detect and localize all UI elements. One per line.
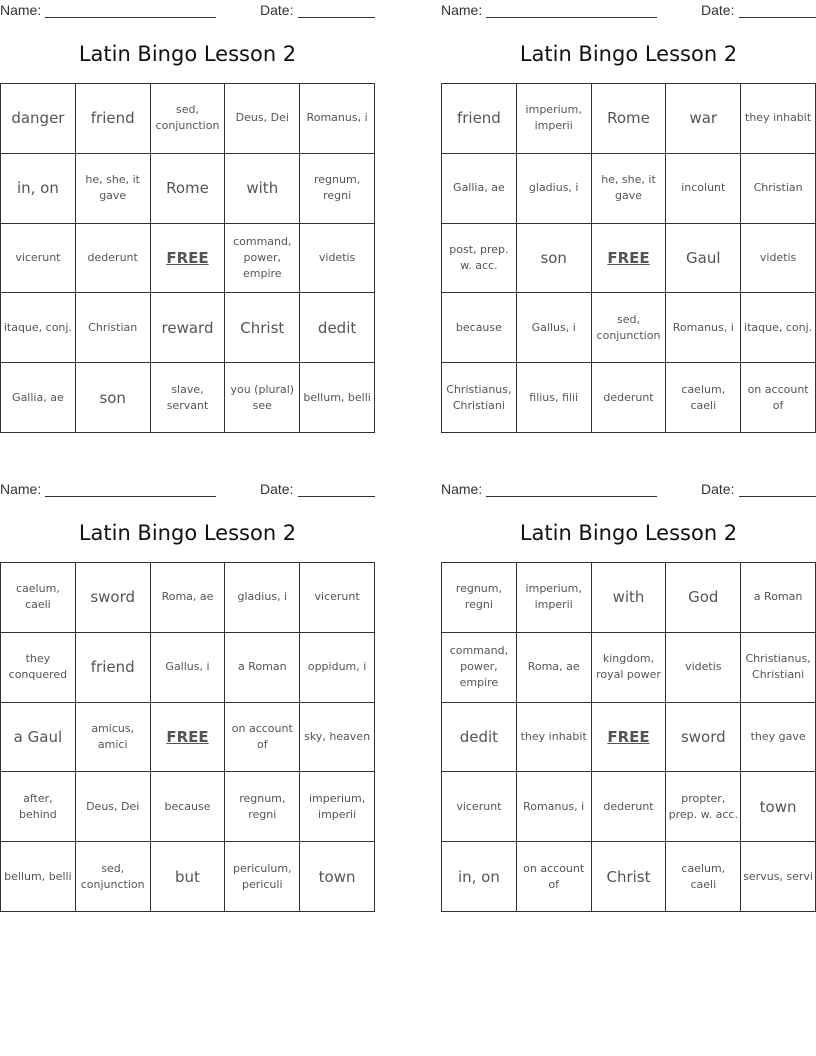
bingo-cell[interactable]: a Roman <box>741 563 816 633</box>
bingo-cell[interactable]: filius, filii <box>517 363 592 433</box>
bingo-cell[interactable]: but <box>151 842 226 912</box>
date-field-line[interactable] <box>739 496 816 497</box>
name-date-header <box>0 481 375 499</box>
bingo-cell[interactable]: they inhabit <box>741 84 816 154</box>
bingo-cell[interactable]: dedit <box>300 293 375 363</box>
bingo-cell[interactable]: in, on <box>442 842 517 912</box>
bingo-card <box>0 0 375 430</box>
bingo-cell[interactable]: propter, prep. w. acc. <box>666 772 741 842</box>
bingo-cell[interactable]: Romanus, i <box>666 293 741 363</box>
bingo-cell[interactable]: Deus, Dei <box>225 84 300 154</box>
bingo-cell[interactable]: regnum, regni <box>225 772 300 842</box>
bingo-cell[interactable]: Christianus, Christiani <box>741 633 816 703</box>
bingo-cell[interactable]: videtis <box>741 224 816 294</box>
card-title: Latin Bingo Lesson 2 <box>519 42 738 66</box>
bingo-cell[interactable]: after, behind <box>1 772 76 842</box>
bingo-cell[interactable]: dederunt <box>592 363 667 433</box>
bingo-cell[interactable]: Romanus, i <box>517 772 592 842</box>
bingo-cell[interactable]: kingdom, royal power <box>592 633 667 703</box>
bingo-cell[interactable]: itaque, conj. <box>741 293 816 363</box>
bingo-cell[interactable]: son <box>517 224 592 294</box>
name-label: Name: <box>0 2 42 18</box>
date-field-line[interactable] <box>739 17 816 18</box>
bingo-cell[interactable]: town <box>741 772 816 842</box>
bingo-cell[interactable]: videtis <box>300 224 375 294</box>
bingo-cell[interactable]: Deus, Dei <box>76 772 151 842</box>
bingo-cell[interactable]: they inhabit <box>517 703 592 773</box>
bingo-cell[interactable]: friend <box>76 633 151 703</box>
name-label: Name: <box>441 481 483 497</box>
bingo-cell[interactable]: gladius, i <box>517 154 592 224</box>
bingo-cell[interactable]: war <box>666 84 741 154</box>
bingo-cell[interactable]: a Gaul <box>1 703 76 773</box>
date-label: Date: <box>701 481 735 497</box>
bingo-cell[interactable]: amicus, amici <box>76 703 151 773</box>
bingo-card <box>441 0 816 430</box>
bingo-cell[interactable]: imperium, imperii <box>517 84 592 154</box>
name-label: Name: <box>0 481 42 497</box>
bingo-cell[interactable]: vicerunt <box>300 563 375 633</box>
bingo-cell[interactable]: Christ <box>225 293 300 363</box>
bingo-cell[interactable]: Romanus, i <box>300 84 375 154</box>
date-label: Date: <box>260 481 294 497</box>
bingo-cell[interactable]: on account of <box>225 703 300 773</box>
bingo-cell[interactable]: slave, servant <box>151 363 226 433</box>
name-label: Name: <box>441 2 483 18</box>
bingo-cell[interactable]: they conquered <box>1 633 76 703</box>
bingo-cell[interactable]: dederunt <box>592 772 667 842</box>
bingo-cell[interactable]: son <box>76 363 151 433</box>
bingo-cell[interactable]: itaque, conj. <box>1 293 76 363</box>
name-date-header <box>441 481 816 499</box>
bingo-cell[interactable]: Gallus, i <box>517 293 592 363</box>
bingo-cell[interactable]: on account of <box>517 842 592 912</box>
date-field-line[interactable] <box>298 17 375 18</box>
bingo-cell[interactable]: sed, conjunction <box>592 293 667 363</box>
bingo-cell[interactable]: God <box>666 563 741 633</box>
bingo-cell[interactable]: in, on <box>1 154 76 224</box>
bingo-cell[interactable]: oppidum, i <box>300 633 375 703</box>
bingo-grid <box>441 562 816 912</box>
bingo-cell[interactable]: caelum, caeli <box>666 363 741 433</box>
bingo-cell[interactable]: sed, conjunction <box>76 842 151 912</box>
bingo-cell[interactable]: a Roman <box>225 633 300 703</box>
free-space[interactable]: FREE <box>151 703 226 773</box>
bingo-cell[interactable]: he, she, it gave <box>592 154 667 224</box>
bingo-cell[interactable]: caelum, caeli <box>1 563 76 633</box>
name-field-line[interactable] <box>486 496 657 497</box>
bingo-cell[interactable]: sed, conjunction <box>151 84 226 154</box>
bingo-cell[interactable]: dederunt <box>76 224 151 294</box>
name-date-header <box>441 2 816 20</box>
bingo-cell[interactable]: vicerunt <box>1 224 76 294</box>
bingo-cell[interactable]: friend <box>442 84 517 154</box>
bingo-cell[interactable]: dedit <box>442 703 517 773</box>
free-space[interactable]: FREE <box>592 703 667 773</box>
bingo-cell[interactable]: Rome <box>592 84 667 154</box>
name-field-line[interactable] <box>45 17 216 18</box>
bingo-cell[interactable]: because <box>442 293 517 363</box>
bingo-cell[interactable]: with <box>225 154 300 224</box>
bingo-cell[interactable]: you (plural) see <box>225 363 300 433</box>
bingo-cell[interactable]: danger <box>1 84 76 154</box>
bingo-cell[interactable]: incolunt <box>666 154 741 224</box>
bingo-cell[interactable]: Gallia, ae <box>442 154 517 224</box>
bingo-card <box>0 479 375 909</box>
bingo-cell[interactable]: Christ <box>592 842 667 912</box>
bingo-cell[interactable]: caelum, caeli <box>666 842 741 912</box>
bingo-cell[interactable]: they gave <box>741 703 816 773</box>
bingo-cell[interactable]: Gallus, i <box>151 633 226 703</box>
date-field-line[interactable] <box>298 496 375 497</box>
card-title: Latin Bingo Lesson 2 <box>78 42 297 66</box>
bingo-cell[interactable]: because <box>151 772 226 842</box>
name-date-header <box>0 2 375 20</box>
bingo-grid <box>0 562 375 912</box>
bingo-cell[interactable]: Christianus, Christiani <box>442 363 517 433</box>
bingo-cell[interactable]: Christian <box>741 154 816 224</box>
bingo-cell[interactable]: Roma, ae <box>517 633 592 703</box>
bingo-cell[interactable]: Roma, ae <box>151 563 226 633</box>
bingo-cell[interactable]: post, prep. w. acc. <box>442 224 517 294</box>
bingo-cell[interactable]: with <box>592 563 667 633</box>
date-label: Date: <box>260 2 294 18</box>
date-label: Date: <box>701 2 735 18</box>
bingo-cell[interactable]: servus, servi <box>741 842 816 912</box>
card-title: Latin Bingo Lesson 2 <box>78 521 297 545</box>
bingo-cell[interactable]: Christian <box>76 293 151 363</box>
bingo-cell[interactable]: regnum, regni <box>300 154 375 224</box>
card-title: Latin Bingo Lesson 2 <box>519 521 738 545</box>
bingo-cell[interactable]: sword <box>76 563 151 633</box>
bingo-cell[interactable]: sky, heaven <box>300 703 375 773</box>
bingo-cell[interactable]: command, power, empire <box>442 633 517 703</box>
bingo-card <box>441 479 816 909</box>
bingo-cell[interactable]: he, she, it gave <box>76 154 151 224</box>
name-field-line[interactable] <box>45 496 216 497</box>
bingo-cell[interactable]: command, power, empire <box>225 224 300 294</box>
bingo-cell[interactable]: town <box>300 842 375 912</box>
bingo-cell[interactable]: imperium, imperii <box>517 563 592 633</box>
bingo-cell[interactable]: Gallia, ae <box>1 363 76 433</box>
free-space[interactable]: FREE <box>151 224 226 294</box>
bingo-cell[interactable]: bellum, belli <box>1 842 76 912</box>
bingo-cell[interactable]: vicerunt <box>442 772 517 842</box>
bingo-cell[interactable]: reward <box>151 293 226 363</box>
name-field-line[interactable] <box>486 17 657 18</box>
bingo-grid <box>441 83 816 433</box>
bingo-cell[interactable]: friend <box>76 84 151 154</box>
bingo-cell[interactable]: imperium, imperii <box>300 772 375 842</box>
bingo-cell[interactable]: videtis <box>666 633 741 703</box>
bingo-cell[interactable]: gladius, i <box>225 563 300 633</box>
free-space[interactable]: FREE <box>592 224 667 294</box>
bingo-cell[interactable]: on account of <box>741 363 816 433</box>
bingo-cell[interactable]: regnum, regni <box>442 563 517 633</box>
bingo-grid <box>0 83 375 433</box>
bingo-cell[interactable]: sword <box>666 703 741 773</box>
bingo-cell[interactable]: Rome <box>151 154 226 224</box>
bingo-cell[interactable]: bellum, belli <box>300 363 375 433</box>
bingo-cell[interactable]: Gaul <box>666 224 741 294</box>
bingo-cell[interactable]: periculum, periculi <box>225 842 300 912</box>
